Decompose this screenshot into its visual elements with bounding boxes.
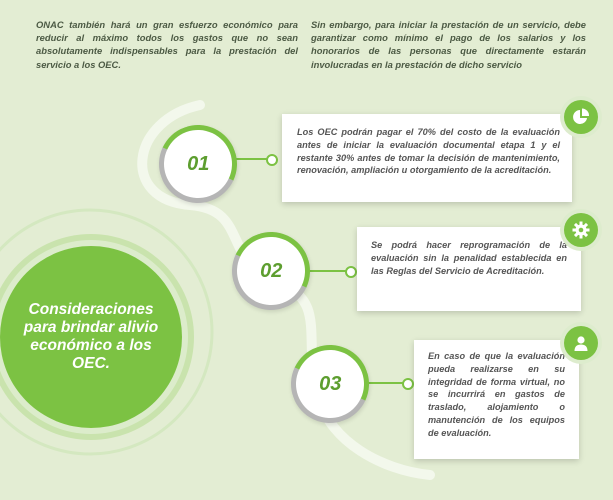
intro-right-paragraph: Sin embargo, para iniciar la prestación de un servicio, debe garantizar como mínimo el pago de los salarios y los honorarios de las personas que directamente estarán involucradas en la prestación de dicho servicio [311,19,586,70]
connector-dot-3 [402,378,414,390]
step-number-1: 01 [186,152,210,175]
intro-left-paragraph: ONAC también hará un gran esfuerzo económico para reducir al máximo todos los gastos que no sean absolutamente indispensables para la prestación del servicio a los OEC. [36,19,298,70]
connector-dot-2 [345,266,357,278]
step-text-3: En caso de que la evaluación pueda realizarse en su integridad de forma virtual, no se incurrirá en gastos de traslado, alojamiento o manutención de los equipos de evaluación. [428,351,565,438]
connector-line-3 [366,382,406,384]
gear-icon [564,213,598,247]
main-title: Consideraciones para brindar alivio económico a los OEC. [23,301,159,372]
step-number-2: 02 [259,259,283,282]
step-card-3 [414,340,579,459]
connector-dot-1 [266,154,278,166]
step-text-1: Los OEC podrán pagar el 70% del costo de la evaluación antes de iniciar la evaluación documental etapa 1 y el restante 30% antes de tomar la decisión de mantenimiento, renovación, ampliación u otorgamiento de la acreditación. [297,127,560,176]
user-icon [564,326,598,360]
step-text-2: Se podrá hacer reprogramación de la evaluación sin la penalidad establecida en las Reglas del Servicio de Acreditación. [371,240,567,276]
step-card-2 [357,227,581,311]
step-number-3: 03 [318,372,342,395]
pie-chart-icon [564,100,598,134]
main-title-circle [0,246,182,428]
connector-line-2 [307,270,349,272]
step-card-1 [282,114,572,202]
